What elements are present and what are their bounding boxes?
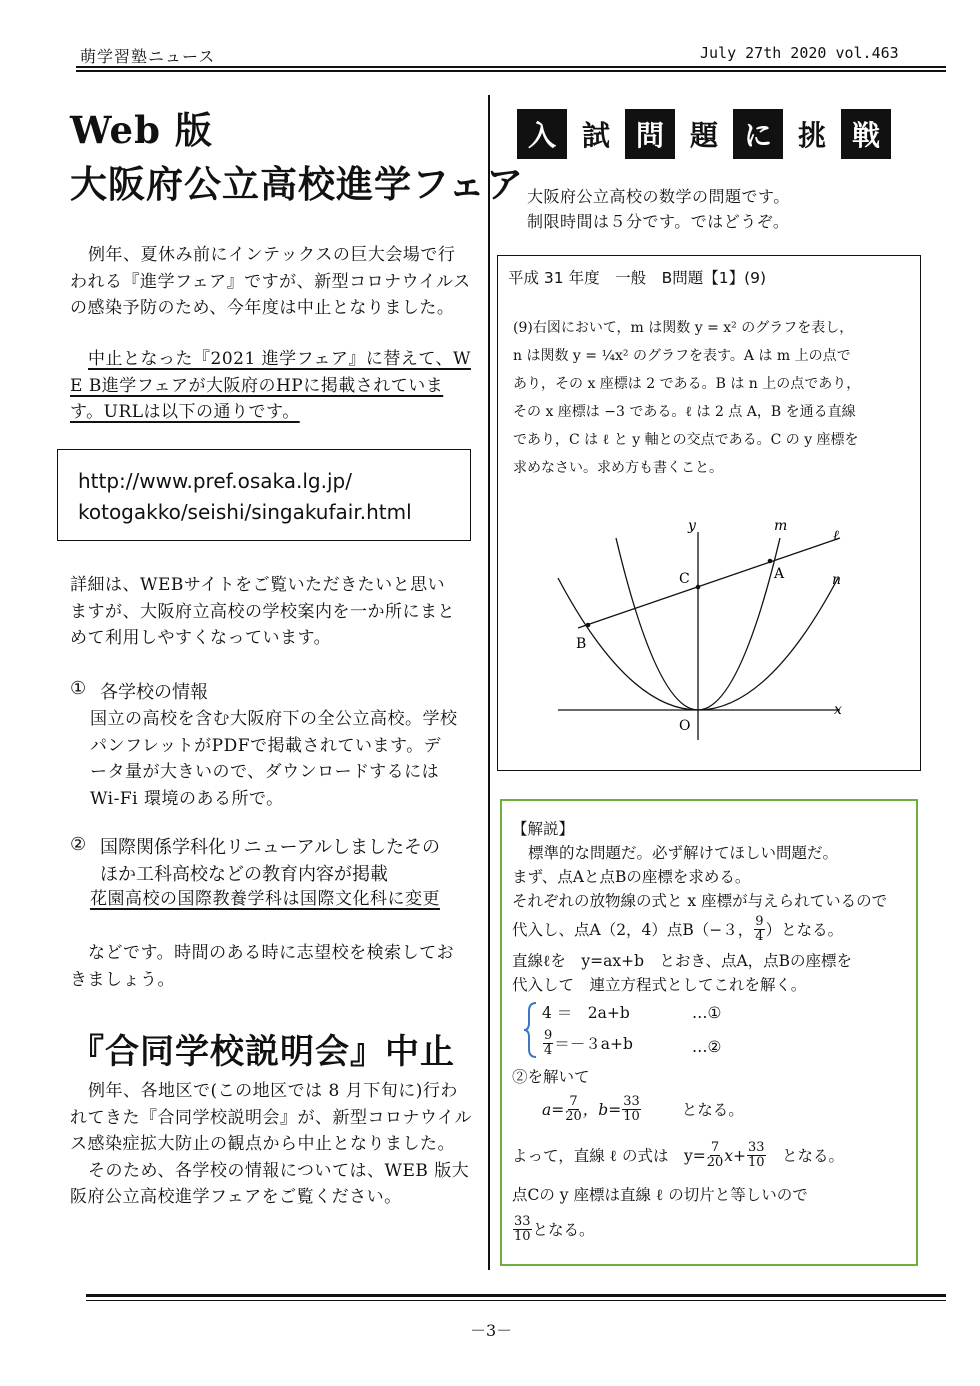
title-line-1: Web 版: [70, 108, 213, 152]
banner-char-4: 題: [679, 109, 729, 159]
url-line-1[interactable]: http://www.pref.osaka.lg.jp/: [78, 469, 352, 493]
solution-heading: 【解説】: [512, 820, 575, 838]
equation-1: 4 ＝ 2a+b: [542, 1004, 630, 1022]
problem-header: 平成 31 年度 一般 B問題【1】(9): [508, 269, 767, 287]
label-A: A: [774, 566, 785, 582]
fraction-9-4: $\frac{9}{4}$: [755, 914, 764, 944]
point-B: [586, 623, 591, 628]
header-rule: [76, 66, 946, 68]
banner-char-1: 入: [517, 109, 567, 159]
footer-rule: [86, 1294, 946, 1297]
solution-line-9: よって，直線 ℓ の式は y= $\frac{7}{20}$ x+ $\frac{33}{10}$ となる。: [512, 1140, 845, 1170]
problem-box: [497, 255, 921, 771]
solution-line-6: 代入して 連立方程式としてこれを解く。: [512, 976, 807, 994]
publication-name: 萌学習塾ニュース: [80, 47, 216, 66]
header-rule-2: [76, 70, 946, 72]
banner-char-7: 戦: [841, 109, 891, 159]
solution-line-11: $\frac{33}{10}$ となる。: [514, 1214, 595, 1244]
title-line-2: 大阪府公立高校進学フェア: [70, 162, 525, 206]
solution-line-4: 代入し、点A（2，4）点B（−３， $\frac{9}{4}$ ）となる。: [512, 914, 844, 944]
item2-number: ②: [70, 834, 87, 855]
equation-1-tag: …①: [692, 1004, 722, 1022]
label-B: B: [576, 636, 587, 652]
banner-char-6: 挑: [787, 109, 837, 159]
brace-icon: [522, 1001, 538, 1059]
issue-info: July 27th 2020 vol.463: [700, 44, 899, 62]
page-number: －3－: [470, 1321, 513, 1340]
solution-line-1: 標準的な問題だ。必ず解けてほしい問題だ。: [528, 844, 839, 862]
outro-paragraph: などです。時間のある時に志望校を検索してお きましょう。: [70, 943, 455, 990]
solution-line-8: a= $\frac{7}{20}$ ，b= $\frac{33}{10}$ となる。: [542, 1094, 744, 1124]
intro-paragraph: 例年、夏休み前にインテックスの巨大会場で行 われる『進学フェア』ですが、新型コロナウイルス の感染予防のため、今年度は中止となりました。: [70, 245, 471, 318]
session-paragraph: 例年、各地区で(この地区では 8 月下旬に)行わ れてきた『合同学校説明会』が、新型コロナウイル ス感染症拡大防止の観点から中止となりました。 そのため、各学校の情報については、WEB 版大 阪府公立高校進学フェアをご覧ください。: [70, 1081, 472, 1207]
footer-rule-2: [86, 1300, 946, 1301]
banner-char-5: に: [733, 109, 783, 159]
item2-title: 国際関係学科化リニューアルしましたその ほか工科高校などの教育内容が掲載: [100, 837, 441, 885]
item2-note: 花園高校の国際教養学科は国際文化科に変更: [90, 889, 440, 909]
solution-line-3: それぞれの放物線の式と x 座標が与えられているので: [512, 892, 888, 910]
equation-2: $\frac{9}{4}$ ＝－３a+b: [544, 1028, 633, 1058]
replacement-paragraph: 中止となった『2021 進学フェア』に替えて、W E B進学フェアが大阪府のHPに掲載されていま す。URLは以下の通りです。: [70, 349, 471, 422]
item1-title: 各学校の情報: [100, 682, 208, 703]
line-l: [578, 538, 840, 628]
solution-line-2: まず、点Aと点Bの座標を求める。: [512, 868, 751, 886]
item1-number: ①: [70, 678, 87, 699]
label-m: m: [774, 518, 788, 534]
solution-line-10: 点Cの y 座標は直線 ℓ の切片と等しいので: [512, 1186, 808, 1204]
item1-body: 国立の高校を含む大阪府下の全公立高校。学校 パンフレットがPDFで掲載されています。デ ータ量が大きいので、ダウンロードするには Wi-Fi 環境のある所で。: [90, 709, 458, 809]
url-box: [57, 449, 471, 541]
label-O: O: [679, 718, 691, 734]
challenge-intro: 大阪府公立高校の数学の問題です。 制限時間は５分です。ではどうぞ。: [527, 187, 790, 231]
point-A: [768, 559, 773, 564]
solution-box: [500, 799, 918, 1266]
equation-2-tag: …②: [692, 1038, 722, 1056]
label-y: y: [688, 518, 696, 534]
banner-char-2: 試: [571, 109, 621, 159]
banner-challenge: [517, 109, 891, 159]
details-paragraph: 詳細は、WEBサイトをご覧いただきたいと思い ますが、大阪府立高校の学校案内を一か所にまと めて利用しやすくなっています。: [70, 575, 455, 648]
url-line-2[interactable]: kotogakko/seishi/singakufair.html: [78, 500, 412, 524]
section-heading-session: 『合同学校説明会』中止: [70, 1032, 455, 1072]
point-C: [696, 585, 701, 590]
column-divider: [488, 95, 490, 1270]
solution-line-5: 直線ℓを y=ax+b とおき、点A，点Bの座標を: [512, 952, 853, 970]
label-n: n: [832, 572, 842, 588]
solution-line-7: ②を解いて: [512, 1068, 590, 1086]
label-l: ℓ: [833, 528, 839, 544]
label-x: x: [834, 702, 842, 718]
banner-char-3: 問: [625, 109, 675, 159]
problem-text: (9)右図において，m は関数 y = x² のグラフを表し， n は関数 y = ¼x² のグラフを表す。A は m 上の点で あり，その x 座標は 2 である。B は n 上の点であり， その x 座標は −3 である。ℓ は 2 点 A，B を通る直線 であり，C は ℓ と y 軸との交点である。C の y 座標を 求めなさい。求め方も書くこと。: [513, 320, 861, 476]
label-C: C: [679, 571, 690, 587]
parabola-graph: [538, 518, 908, 768]
